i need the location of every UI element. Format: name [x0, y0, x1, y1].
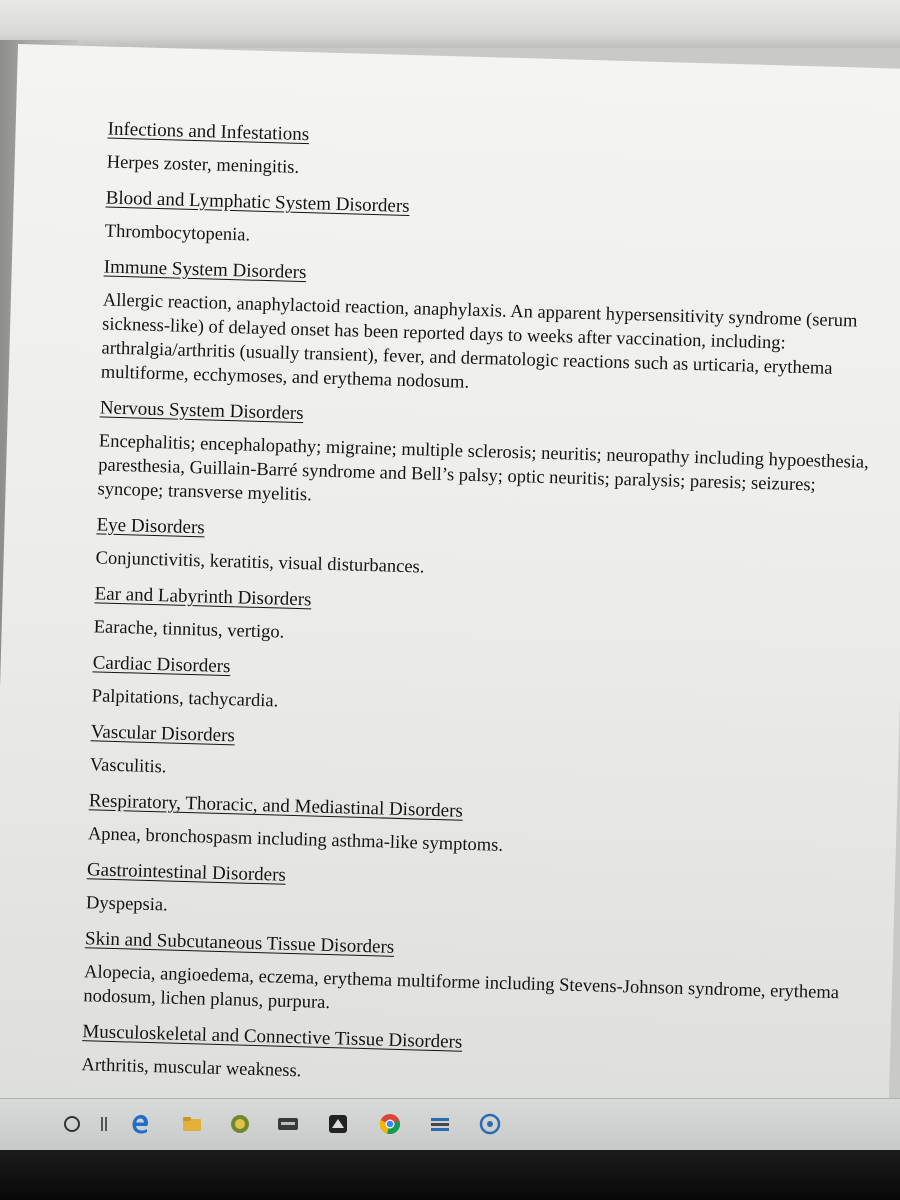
section-infections: [106, 119, 887, 197]
section-gastrointestinal: [86, 859, 867, 937]
section-heading: Respiratory, Thoracic, and Mediastinal Disorders: [88, 790, 464, 822]
section-heading: Immune System Disorders: [103, 256, 307, 284]
section-heading: Nervous System Disorders: [99, 397, 304, 425]
chrome-icon[interactable]: [378, 1112, 402, 1136]
section-heading: Eye Disorders: [96, 514, 206, 539]
section-heading: Ear and Labyrinth Disorders: [94, 583, 312, 611]
taskbar: [0, 1098, 900, 1151]
section-heading: Infections and Infestations: [107, 118, 310, 146]
section-text: Vasculitis.: [89, 755, 167, 778]
section-heading: Skin and Subcutaneous Tissue Disorders: [84, 928, 395, 958]
section-cardiac: [91, 652, 872, 730]
section-text: Apnea, bronchospasm including asthma-like symptoms.: [87, 824, 504, 856]
section-heading: Blood and Lymphatic System Disorders: [105, 187, 410, 217]
edge-icon[interactable]: [128, 1112, 152, 1136]
section-text: Conjunctivitis, keratitis, visual disturbances.: [95, 548, 425, 578]
monitor-bezel-bottom: [0, 1150, 900, 1200]
section-skin: [83, 928, 865, 1030]
section-immune: [101, 256, 884, 406]
document-body: [81, 119, 888, 1112]
section-text: Herpes zoster, meningitis.: [106, 152, 300, 178]
section-ear-labyrinth: [93, 583, 874, 661]
section-text: Alopecia, angioedema, eczema, erythema multiforme including Stevens-Johnson syndrome, erythema nodosum, lichen planus, purpura.: [83, 962, 840, 1014]
section-vascular: [90, 721, 871, 799]
file-explorer-icon[interactable]: [180, 1112, 204, 1136]
section-heading: Cardiac Disorders: [92, 652, 231, 678]
monitor-bezel-top: [0, 0, 900, 48]
section-heading: Vascular Disorders: [90, 721, 236, 747]
section-respiratory: [88, 790, 869, 868]
section-nervous: [97, 397, 880, 523]
section-heading: Musculoskeletal and Connective Tissue Disorders: [82, 1021, 463, 1053]
section-text: Earache, tinnitus, vertigo.: [93, 617, 285, 643]
section-heading: Gastrointestinal Disorders: [86, 859, 287, 886]
document-page: [0, 44, 900, 1129]
app-icon-4[interactable]: [428, 1112, 452, 1136]
task-view-icon[interactable]: [92, 1112, 116, 1136]
app-icon-2[interactable]: [276, 1112, 300, 1136]
app-icon-5[interactable]: [478, 1112, 502, 1136]
section-musculoskeletal: [81, 1021, 862, 1099]
section-eye: [95, 514, 876, 592]
search-circle-icon[interactable]: [60, 1112, 84, 1136]
section-text: Palpitations, tachycardia.: [91, 686, 279, 712]
section-blood-lymphatic: [104, 188, 885, 266]
section-text: Thrombocytopenia.: [104, 221, 251, 246]
section-text: Dyspepsia.: [85, 893, 168, 916]
section-text: Arthritis, muscular weakness.: [81, 1055, 302, 1082]
section-text: Allergic reaction, anaphylactoid reaction, anaphylaxis. An apparent hypersensitivity syndrome (serum sickness-like) of delayed onset has been reported days to weeks after vaccination, including: arthralgia/arthritis (usually transient), fever, and dermatologic reactions such as urticaria, erythema multiforme, ecchymoses, and erythema nodosum.: [100, 290, 858, 393]
app-icon[interactable]: [228, 1112, 252, 1136]
app-icon-3[interactable]: [326, 1112, 350, 1136]
section-text: Encephalitis; encephalopathy; migraine; multiple sclerosis; neuritis; neuropathy including hypoesthesia, paresthesia, Guillain-Barré syndrome and Bell’s palsy; optic neuritis; paralysis; paresis; seizures; syncope; transverse myelitis.: [97, 431, 870, 506]
